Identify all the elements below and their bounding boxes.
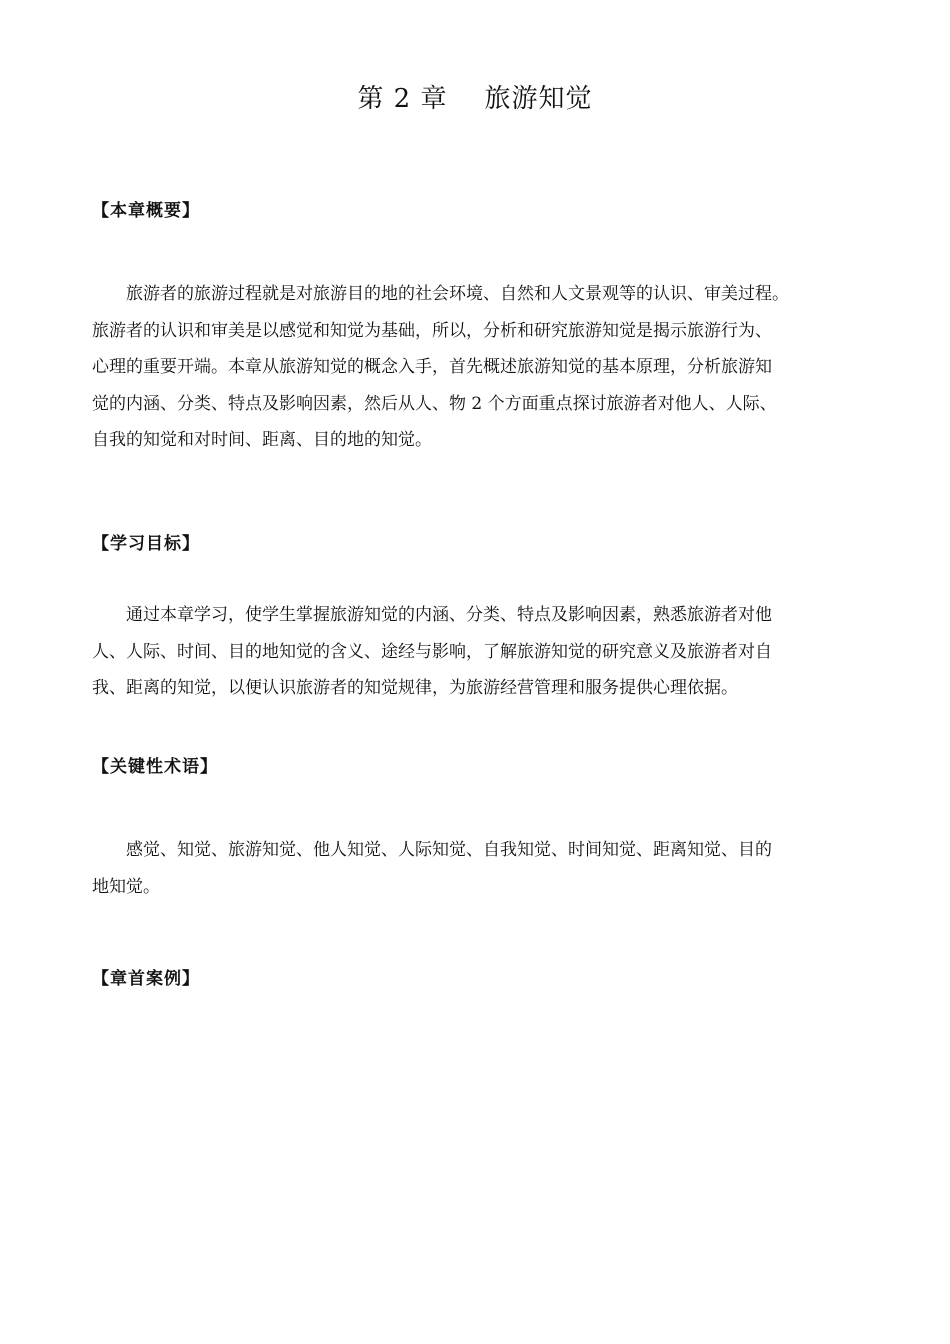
section-heading-overview: 【本章概要】 — [92, 201, 200, 221]
section-heading-objectives: 【学习目标】 — [92, 534, 200, 554]
paragraph-line: 自我的知觉和对时间、距离、目的地的知觉。 — [92, 430, 432, 450]
paragraph-line: 心理的重要开端。本章从旅游知觉的概念入手，首先概述旅游知觉的基本原理，分析旅游知 — [92, 357, 772, 377]
paragraph-line: 地知觉。 — [92, 876, 160, 897]
objectives-paragraph — [92, 597, 862, 707]
chapter-title: 第 2 章 旅游知觉 — [357, 84, 593, 114]
paragraph-line: 通过本章学习，使学生掌握旅游知觉的内涵、分类、特点及影响因素，熟悉旅游者对他 — [92, 605, 772, 625]
section-heading-key-terms: 【关键性术语】 — [92, 757, 218, 777]
paragraph-line: 感觉、知觉、旅游知觉、他人知觉、人际知觉、自我知觉、时间知觉、距离知觉、目的 — [92, 840, 772, 860]
paragraph-line: 我、距离的知觉，以便认识旅游者的知觉规律，为旅游经营管理和服务提供心理依据。 — [92, 678, 738, 698]
paragraph-line: 旅游者的旅游过程就是对旅游目的地的社会环境、自然和人文景观等的认识、审美过程。 — [92, 284, 789, 304]
paragraph-line: 人、人际、时间、目的地知觉的含义、途经与影响，了解旅游知觉的研究意义及旅游者对自 — [92, 641, 772, 662]
section-heading-opening-case: 【章首案例】 — [92, 969, 200, 989]
overview-paragraph — [92, 276, 862, 459]
key-terms-paragraph — [92, 832, 862, 905]
paragraph-line: 觉的内涵、分类、特点及影响因素，然后从人、物 2 个方面重点探讨旅游者对他人、人际、 — [92, 393, 777, 414]
paragraph-line: 旅游者的认识和审美是以感觉和知觉为基础，所以，分析和研究旅游知觉是揭示旅游行为、 — [92, 320, 772, 341]
